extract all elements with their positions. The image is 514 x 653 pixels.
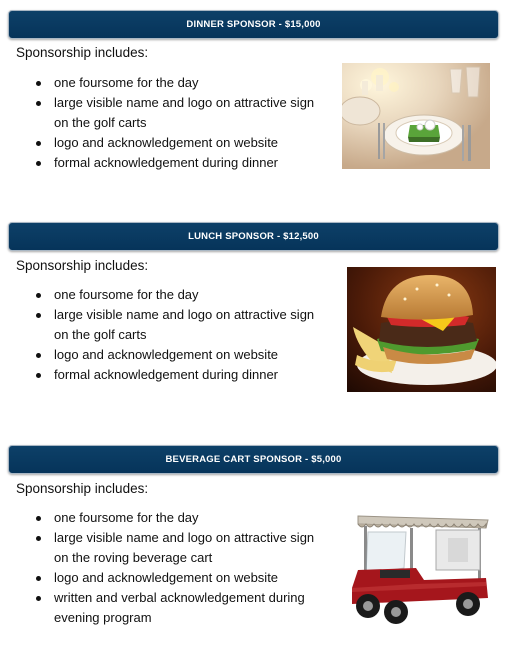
list-item: logo and acknowledgement on website (0, 133, 330, 153)
list-item: logo and acknowledgement on website (0, 568, 330, 588)
beverage-cart-photo (344, 508, 492, 630)
lunch-sponsorship-intro: Sponsorship includes: (16, 258, 149, 273)
list-item: one foursome for the day (0, 285, 330, 305)
beverage-cart-sponsor-title: BEVERAGE CART SPONSOR - $5,000 (165, 454, 342, 465)
list-item: one foursome for the day (0, 73, 330, 93)
dinner-sponsor-title: DINNER SPONSOR - $15,000 (186, 19, 321, 30)
dinner-benefits-list (0, 73, 330, 173)
beverage-cart-benefits-list (0, 508, 330, 628)
dinner-sponsorship-intro: Sponsorship includes: (16, 45, 149, 60)
beverage-cart-sponsorship-intro: Sponsorship includes: (16, 481, 149, 496)
dinner-table-photo (342, 63, 490, 169)
list-item: formal acknowledgement during dinner (0, 153, 330, 173)
list-item: large visible name and logo on attractive sign on the golf carts (0, 305, 330, 345)
lunch-benefits-list (0, 285, 330, 385)
list-item: logo and acknowledgement on website (0, 345, 330, 365)
list-item: one foursome for the day (0, 508, 330, 528)
beverage-cart-sponsor-banner (8, 445, 499, 474)
list-item: large visible name and logo on attractive sign on the golf carts (0, 93, 330, 133)
burger-photo (347, 267, 496, 392)
list-item: written and verbal acknowledgement during evening program (0, 588, 330, 628)
list-item: formal acknowledgement during dinner (0, 365, 330, 385)
dinner-sponsor-banner (8, 10, 499, 39)
lunch-sponsor-banner (8, 222, 499, 251)
lunch-sponsor-title: LUNCH SPONSOR - $12,500 (188, 231, 319, 242)
list-item: large visible name and logo on attractive sign on the roving beverage cart (0, 528, 330, 568)
